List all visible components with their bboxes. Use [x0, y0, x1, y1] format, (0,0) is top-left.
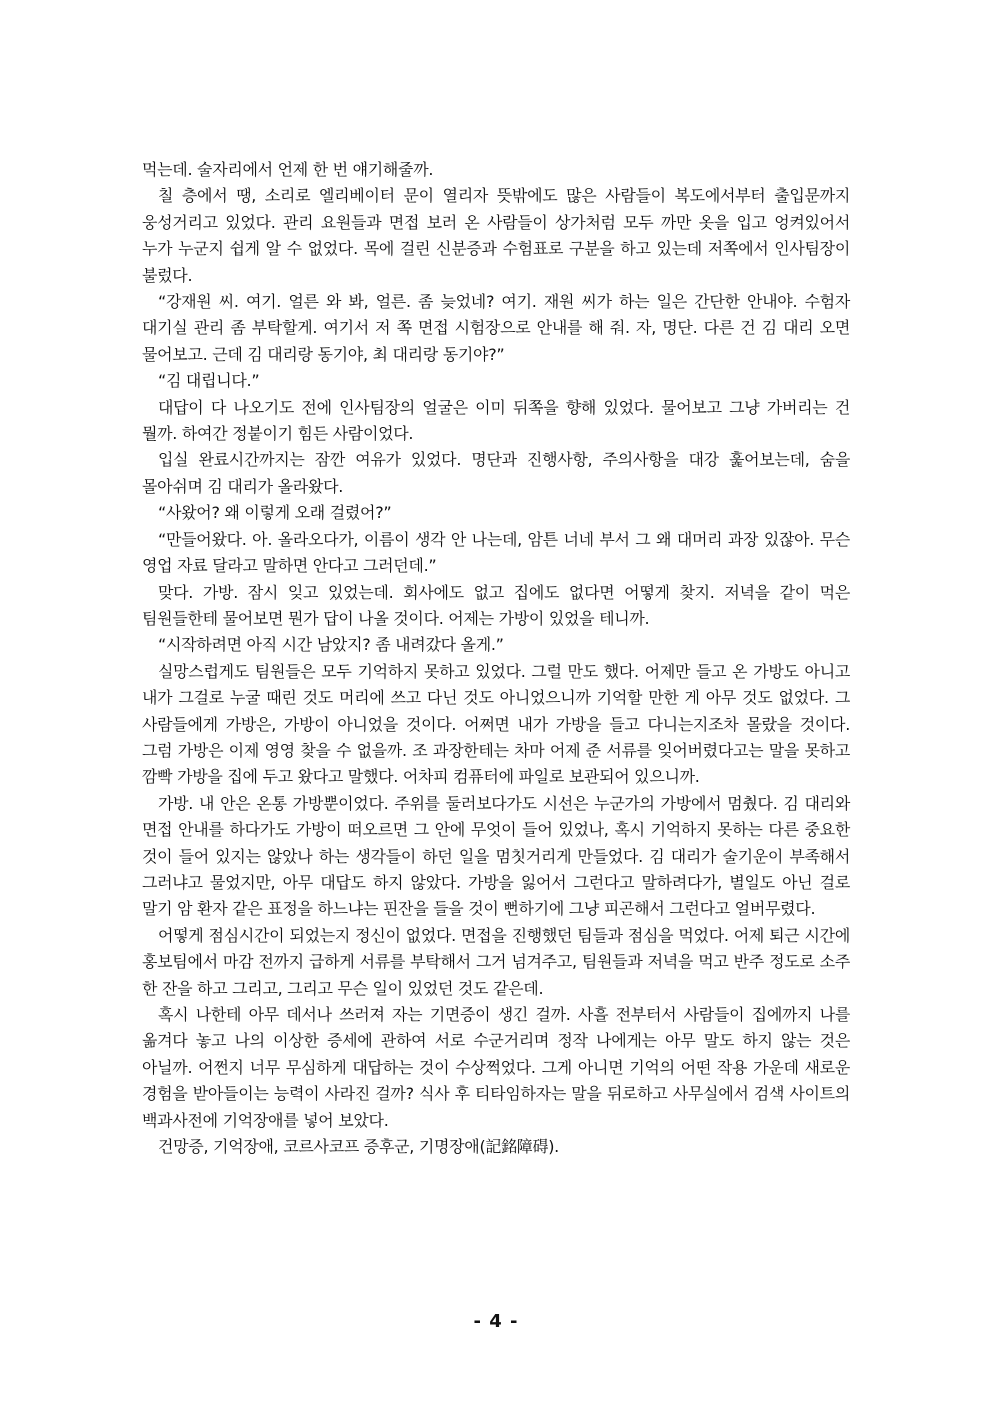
paragraph: 대답이 다 나오기도 전에 인사팀장의 얼굴은 이미 뒤쪽을 향해 있었다. 물어보고 그냥 가버리는 건 뭘까. 하여간 정붙이기 힘든 사람이었다. [142, 397, 850, 444]
paragraph: 칠 층에서 땡, 소리로 엘리베이터 문이 열리자 뜻밖에도 많은 사람들이 복도에서부터 출입문까지 웅성거리고 있었다. 관리 요원들과 면접 보러 온 사람들이 상가처럼 모두 까만 옷을 입고 엉켜있어서 누가 누군지 쉽게 알 수 없었다. 목에 걸린 신분증과 수험표로 구분을 하고 있는데 저쪽에서 인사팀장이 불렀다. [142, 186, 850, 285]
paragraph: “시작하려면 아직 시간 남았지? 좀 내려갔다 올게.” [158, 635, 504, 655]
paragraph: 혹시 나한테 아무 데서나 쓰러져 자는 기면증이 생긴 걸까. 사흘 전부터서 사람들이 집에까지 나를 옮겨다 놓고 나의 이상한 증세에 관하여 서로 수군거리며 정작 나에게는 아무 말도 하지 않는 것은 아닐까. 어쩐지 너무 무심하게 대답하는 것이 수상쩍었다. 그게 아니면 기억의 어떤 작용 가운데 새로운 경험을 받아들이는 능력이 사라진 걸까? 식사 후 티타임하자는 말을 뒤로하고 사무실에서 검색 사이트의 백과사전에 기억장애를 넣어 보았다. [142, 1005, 850, 1130]
paragraph: “사왔어? 왜 이렇게 오래 걸렸어?” [158, 503, 392, 523]
paragraph: 건망증, 기억장애, 코르사코프 증후군, 기명장애(記銘障碍). [158, 1137, 559, 1157]
paragraph: 입실 완료시간까지는 잠깐 여유가 있었다. 명단과 진행사항, 주의사항을 대강 훑어보는데, 숨을 몰아쉬며 김 대리가 올라왔다. [142, 450, 850, 496]
page-number: - 4 - [473, 1311, 519, 1332]
paragraph: “김 대립니다.” [158, 371, 260, 391]
paragraph: 맞다. 가방. 잠시 잊고 있었는데. 회사에도 없고 집에도 없다면 어떻게 찾지. 저녁을 같이 먹은 팀원들한테 물어보면 뭔가 답이 나올 것이다. 어제는 가방이 있었을 테니까. [142, 582, 850, 628]
paragraph: “강재원 씨. 여기. 얼른 와 봐, 얼른. 좀 늦었네? 여기. 재원 씨가 하는 일은 간단한 안내야. 수험자 대기실 관리 좀 부탁할게. 여기서 저 쪽 면접 시험장으로 안내를 해 줘. 자, 명단. 다른 건 김 대리 오면 물어보고. 근데 김 대리랑 동기야, 최 대리랑 동기야?” [142, 292, 850, 364]
paragraph: 실망스럽게도 팀원들은 모두 기억하지 못하고 있었다. 그럴 만도 했다. 어제만 들고 온 가방도 아니고 내가 그걸로 누굴 때린 것도 머리에 쓰고 다닌 것도 아니었으니까 기억할 만한 게 아무 것도 없었다. 그 사람들에게 가방은, 가방이 아니었을 것이다. 어쩌면 내가 가방을 들고 다니는지조차 몰랐을 것이다. 그럼 가방은 이제 영영 찾을 수 없을까. 조 과장한테는 차마 어제 준 서류를 잊어버렸다고는 말을 못하고 깜빡 가방을 집에 두고 왔다고 말했다. 어차피 컴퓨터에 파일로 보관되어 있으니까. [142, 661, 850, 787]
page-body [142, 157, 850, 1160]
paragraph: “만들어왔다. 아. 올라오다가, 이름이 생각 안 나는데, 암튼 너네 부서 그 왜 대머리 과장 있잖아. 무슨 영업 자료 달라고 말하면 안다고 그러던데.” [142, 529, 850, 576]
paragraph: 가방. 내 안은 온통 가방뿐이었다. 주위를 둘러보다가도 시선은 누군가의 가방에서 멈췄다. 김 대리와 면접 안내를 하다가도 가방이 떠오르면 그 안에 무엇이 들어 있었나, 혹시 기억하지 못하는 다른 중요한 것이 들어 있지는 않았나 하는 생각들이 하던 일을 멈칫거리게 만들었다. 김 대리가 술기운이 부족해서 그러냐고 물었지만, 아무 대답도 하지 않았다. 가방을 잃어서 그런다고 말하려다가, 별일도 아닌 걸로 말기 암 환자 같은 표정을 하느냐는 핀잔을 들을 것이 뻔하기에 그냥 피곤해서 그런다고 얼버무렸다. [142, 793, 850, 919]
paragraph: 먹는데. 술자리에서 언제 한 번 얘기해줄까. [142, 160, 434, 179]
paragraph: 어떻게 점심시간이 되었는지 정신이 없었다. 면접을 진행했던 팀들과 점심을 먹었다. 어제 퇴근 시간에 홍보팀에서 마감 전까지 급하게 서류를 부탁해서 그거 넘겨주고, 팀원들과 저녁을 먹고 반주 정도로 소주 한 잔을 하고 그리고, 그리고 무슨 일이 있었던 것도 같은데. [142, 925, 850, 998]
